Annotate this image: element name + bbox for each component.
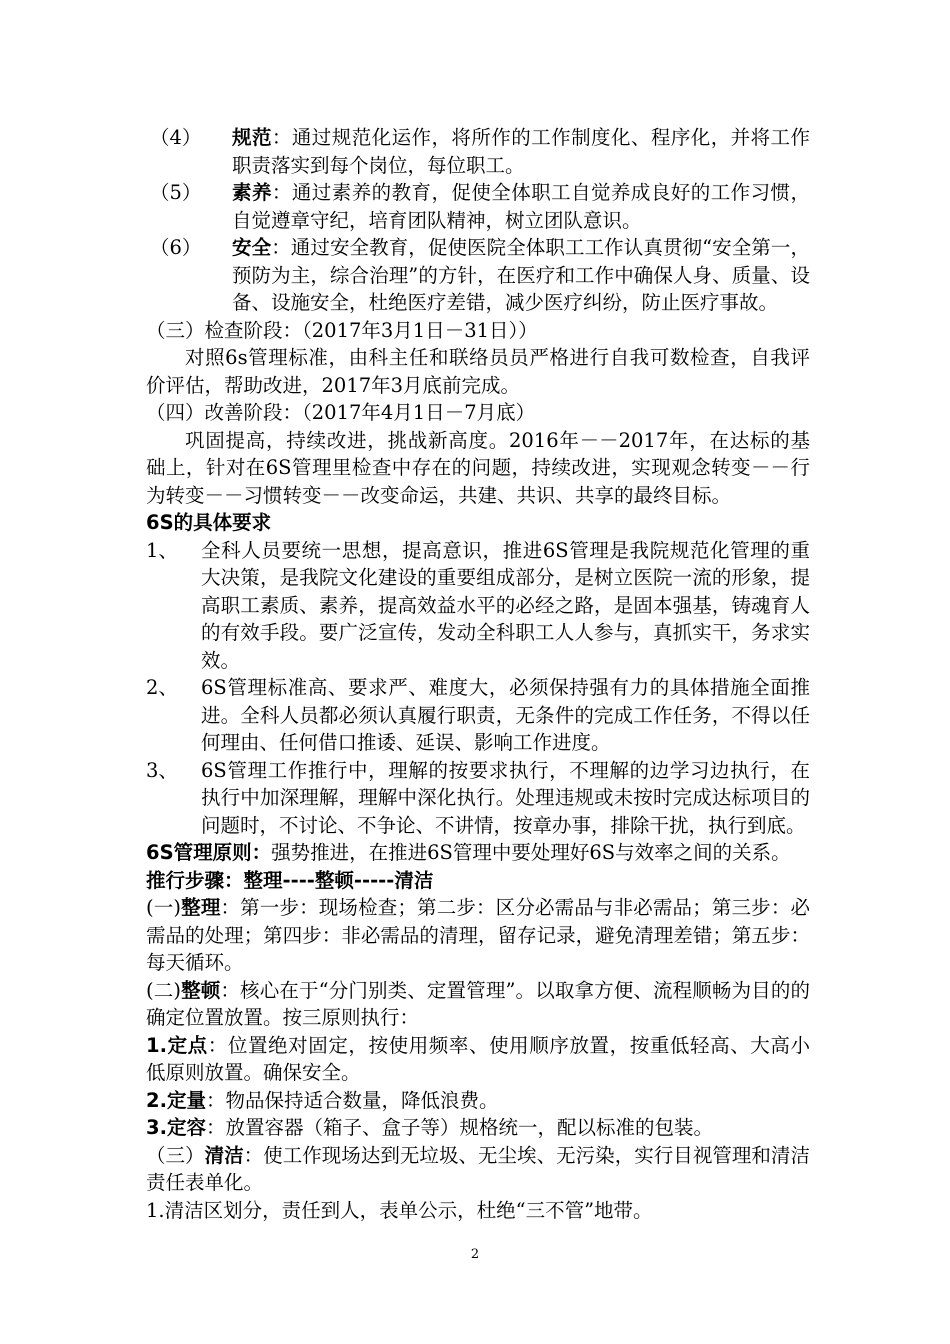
stage3-heading: （三）检查阶段：（2017年3月1日－31日）） (146, 318, 538, 342)
item-text: 规范：通过规范化运作，将所作的工作制度化、程序化，并将工作职责落实到每个岗位，每位职工。 (232, 126, 810, 177)
clean-paragraph: （三）清洁：使工作现场达到无垃圾、无尘埃、无污染，实行目视管理和清洁责任表单化。 (146, 1143, 810, 1194)
item-text: 安全：通过安全教育，促使医院全体职工工作认真贯彻“安全第一，预防为主，综合治理”的方针，在医疗和工作中确保人身、质量、设备、设施安全，杜绝医疗差错，减少医疗纠纷，防止医疗事故。 (232, 236, 810, 314)
item-text: 6S管理工作推行中，理解的按要求执行，不理解的边学习边执行，在执行中加深理解，理解中深化执行。处理违规或未按时完成达标项目的问题时，不讨论、不争论、不讲情，按章办事，排除干扰，执行到底。 (201, 758, 810, 837)
list-item (146, 757, 810, 840)
order-rule: 1.定点：位置绝对固定，按使用频率、使用顺序放置，按重低轻高、大高小低原则放置。确保安全。 (146, 1033, 810, 1084)
list-item (146, 234, 810, 317)
item-label: 安全 (232, 236, 272, 259)
item-number: （4） (150, 126, 202, 149)
clean-label: 清洁 (204, 1143, 244, 1167)
item-number: （6） (150, 236, 202, 259)
item-text: 素养：通过素养的教育，促使全体职工自觉养成良好的工作习惯，自觉遵章守纪，培育团队精神，树立团队意识。 (232, 181, 810, 232)
item-text: 6S管理标准高、要求严、难度大，必须保持强有力的具体措施全面推进。全科人员都必须认真履行职责，无条件的完成工作任务，不得以任何理由、任何借口推诿、延误、影响工作进度。 (201, 676, 810, 754)
item-label: 素养 (232, 181, 272, 204)
principle-paragraph: 6S管理原则：强势推进，在推进6S管理中要处理好6S与效率之间的关系。 (146, 841, 791, 864)
clean-item: 1.清洁区划分，责任到人，表单公示，杜绝“三不管”地带。 (146, 1198, 653, 1222)
list-item (146, 537, 810, 675)
stage4-body: 巩固提高，持续改进，挑战新高度。2016年－－2017年，在达标的基础上，针对在6S管理里检查中存在的问题，持续改进，实现观念转变－－行为转变－－习惯转变－－改变命运，共建、共识、共享的最终目标。 (146, 428, 810, 507)
stage4-heading: （四）改善阶段：（2017年4月1日－7月底） (146, 401, 536, 424)
list-item (146, 179, 810, 234)
item-number: 2、 (146, 676, 178, 699)
item-number: 3、 (146, 758, 178, 782)
item-number: 1、 (146, 538, 178, 562)
item-text: 全科人员要统一思想，提高意识，推进6S管理是我院规范化管理的重大决策，是我院文化建设的重要组成部分，是树立医院一流的形象，提高职工素质、素养，提高效益水平的必经之路，是固本强基，铸魂育人的有效手段。要广泛宣传，发动全科职工人人参与，真抓实干，务求实效。 (201, 538, 810, 672)
page-number: 2 (470, 1247, 480, 1262)
steps-heading: 推行步骤：整理----整顿-----清洁 (146, 868, 434, 892)
order-paragraph: (二)整顿：核心在于“分门别类、定置管理”。以取拿方便、流程顺畅为目的的确定位置放置。按三原则执行： (146, 978, 810, 1029)
order-rule: 3.定容：放置容器（箱子、盒子等）规格统一，配以标准的包装。 (146, 1116, 713, 1139)
order-rule: 2.定量：物品保持适合数量，降低浪费。 (146, 1088, 499, 1112)
sort-paragraph: (一)整理：第一步：现场检查；第二步：区分必需品与非必需品；第三步：必需品的处理；第四步：非必需品的清理，留存记录，避免清理差错；第五步：每天循环。 (146, 896, 810, 974)
list-item (146, 674, 810, 757)
principle-label: 6S管理原则： (146, 841, 272, 864)
item-label: 规范 (232, 126, 272, 149)
sort-label: 整理 (181, 896, 221, 919)
document-body (146, 124, 810, 1224)
requirements-heading: 6S的具体要求 (146, 511, 272, 534)
list-item (146, 124, 810, 179)
order-label: 整顿 (181, 978, 221, 1002)
item-number: （5） (150, 181, 202, 204)
stage3-body: 对照6s管理标准，由科主任和联络员员严格进行自我可数检查，自我评价评估，帮助改进，2017年3月底前完成。 (146, 346, 810, 397)
